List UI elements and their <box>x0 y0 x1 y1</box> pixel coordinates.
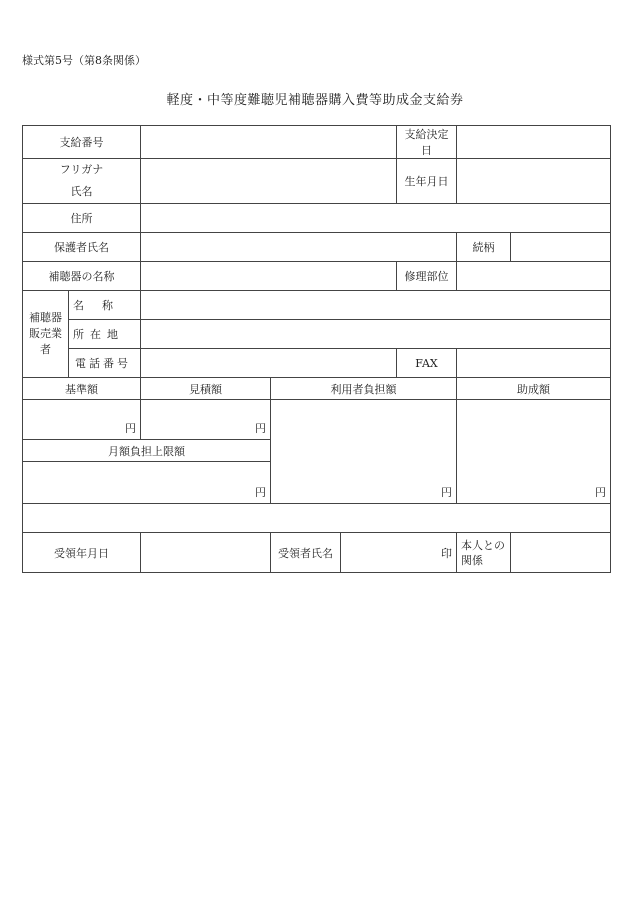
estimate-amount-field[interactable] <box>141 400 271 440</box>
recipient-seal: 印 <box>441 546 452 560</box>
name-label-cell <box>23 159 141 204</box>
relationship-field[interactable] <box>511 233 611 262</box>
receipt-date-label: 受領年月日 <box>23 533 141 573</box>
payment-voucher-table <box>22 125 611 573</box>
row-device <box>23 262 611 291</box>
row-payment-number <box>23 126 611 159</box>
address-label: 住所 <box>23 204 141 233</box>
row-receipt <box>23 533 611 573</box>
subsidy-amount-field[interactable] <box>457 400 611 504</box>
form-title: 軽度・中等度難聴児補聴器購入費等助成金支給券 <box>166 93 464 108</box>
recipient-name-label: 受領者氏名 <box>271 533 341 573</box>
address-field[interactable] <box>141 204 611 233</box>
yen-unit: 円 <box>255 486 266 499</box>
relationship-label: 続柄 <box>457 233 511 262</box>
name-label: 氏名 <box>70 185 93 198</box>
subsidy-amount-label: 助成額 <box>457 378 611 400</box>
payment-decision-date-label: 支給決定日 <box>397 126 457 159</box>
recipient-name-field[interactable] <box>341 533 457 573</box>
dealer-name-label: 名称 <box>69 291 141 320</box>
monthly-cap-label: 月額負担上限額 <box>23 440 271 462</box>
dealer-phone-field[interactable] <box>141 349 397 378</box>
monthly-cap-field[interactable] <box>23 462 271 504</box>
dealer-phone-label: 電話番号 <box>69 349 141 378</box>
guardian-name-field[interactable] <box>141 233 457 262</box>
dealer-fax-field[interactable] <box>457 349 611 378</box>
name-field[interactable] <box>141 159 397 204</box>
relation-to-person-label: 本人との関係 <box>457 533 511 573</box>
payment-decision-date-field[interactable] <box>457 126 611 159</box>
birth-date-field[interactable] <box>457 159 611 204</box>
row-guardian <box>23 233 611 262</box>
dealer-header: 補聴器販売業者 <box>23 291 69 378</box>
device-name-field[interactable] <box>141 262 397 291</box>
payment-number-field[interactable] <box>141 126 397 159</box>
row-decision <box>23 504 611 533</box>
relation-to-person-field[interactable] <box>511 533 611 573</box>
repair-part-label: 修理部位 <box>397 262 457 291</box>
standard-amount-field[interactable] <box>23 400 141 440</box>
dealer-location-label: 所在地 <box>69 320 141 349</box>
device-name-label: 補聴器の名称 <box>23 262 141 291</box>
row-amount-headers <box>23 378 611 400</box>
dealer-name-field[interactable] <box>141 291 611 320</box>
standard-amount-label: 基準額 <box>23 378 141 400</box>
guardian-name-label: 保護者氏名 <box>23 233 141 262</box>
form-reference: 様式第5号（第8条関係） <box>22 54 146 67</box>
dealer-location-field[interactable] <box>141 320 611 349</box>
yen-unit: 円 <box>595 486 606 499</box>
furigana-label: フリガナ <box>59 163 104 176</box>
user-burden-field[interactable] <box>271 400 457 504</box>
row-address <box>23 204 611 233</box>
dealer-fax-label: FAX <box>397 349 457 378</box>
estimate-amount-label: 見積額 <box>141 378 271 400</box>
payment-number-label: 支給番号 <box>23 126 141 159</box>
receipt-date-field[interactable] <box>141 533 271 573</box>
row-dealer-phone <box>23 349 611 378</box>
row-amount-values <box>23 400 611 440</box>
yen-unit: 円 <box>441 486 452 499</box>
row-name <box>23 159 611 204</box>
repair-part-field[interactable] <box>457 262 611 291</box>
yen-unit: 円 <box>125 422 136 435</box>
birth-date-label: 生年月日 <box>397 159 457 204</box>
user-burden-label: 利用者負担額 <box>271 378 457 400</box>
row-dealer-location <box>23 320 611 349</box>
yen-unit: 円 <box>255 422 266 435</box>
row-dealer-name <box>23 291 611 320</box>
decision-block <box>23 504 611 533</box>
